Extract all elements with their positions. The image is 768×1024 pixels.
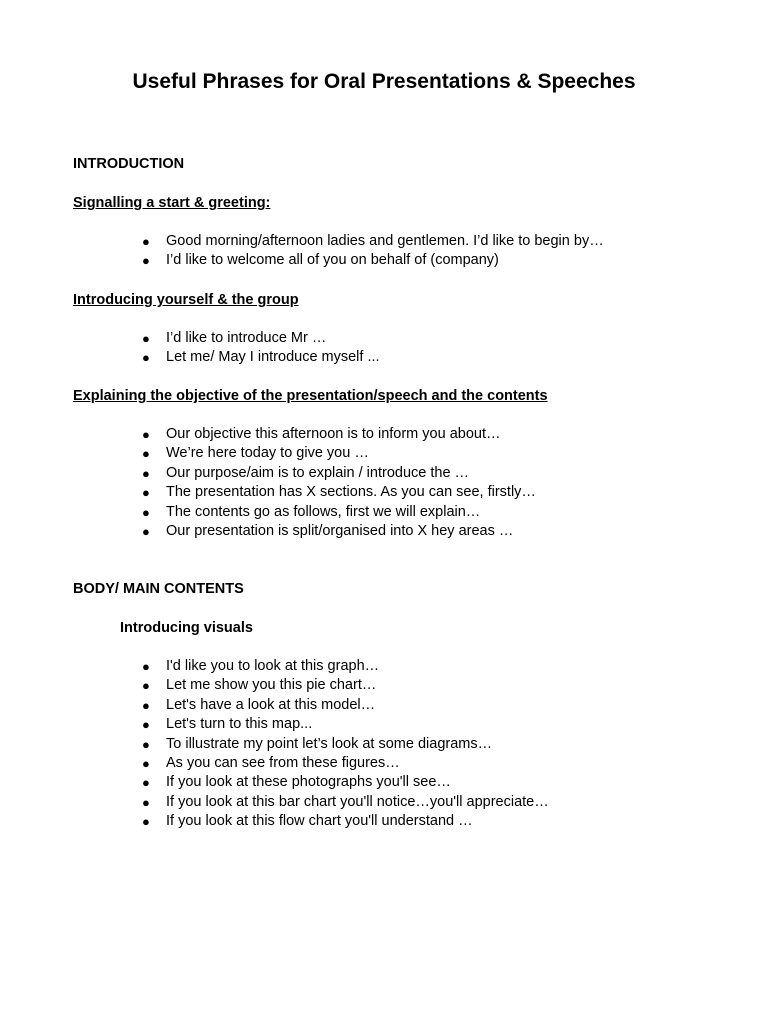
list-item: ● Let me/ May I introduce myself ... — [0, 348, 380, 367]
bullet-icon: ● — [142, 465, 150, 481]
list-item: ● Let me show you this pie chart… — [0, 676, 549, 695]
bullet-icon: ● — [142, 331, 150, 346]
objective-list — [0, 425, 536, 541]
bullet-icon: ● — [142, 794, 150, 810]
visuals-list — [0, 657, 549, 832]
list-item: ● The presentation has X sections. As you can see, firstly… — [0, 483, 536, 502]
list-item: ● Our objective this afternoon is to inform you about… — [0, 425, 536, 444]
list-item: ● As you can see from these figures… — [0, 754, 549, 773]
body-heading: BODY/ MAIN CONTENTS — [73, 581, 244, 597]
bullet-icon: ● — [142, 427, 150, 442]
list-item: ● I’d like to introduce Mr … — [0, 329, 380, 348]
bullet-icon: ● — [142, 697, 150, 713]
list-item: ● Our presentation is split/organised into X hey areas … — [0, 522, 536, 541]
list-item: ● We’re here today to give you … — [0, 444, 536, 463]
list-item: ● If you look at this bar chart you'll notice…you'll appreciate… — [0, 793, 549, 812]
bullet-icon: ● — [142, 736, 150, 752]
objective-heading: Explaining the objective of the presentation/speech and the contents — [73, 388, 548, 404]
introducing-heading: Introducing yourself & the group — [73, 292, 299, 308]
list-item: ● The contents go as follows, first we will explain… — [0, 503, 536, 522]
bullet-icon: ● — [142, 234, 150, 249]
list-item: ● If you look at these photographs you'll see… — [0, 773, 549, 792]
bullet-icon: ● — [142, 775, 150, 791]
list-item: ● Our purpose/aim is to explain / introduce the … — [0, 464, 536, 483]
document-title: Useful Phrases for Oral Presentations & Speeches — [132, 70, 636, 93]
list-item: ● Let's turn to this map... — [0, 715, 549, 734]
bullet-icon: ● — [142, 814, 150, 830]
list-item: ● Good morning/afternoon ladies and gentlemen. I’d like to begin by… — [0, 232, 604, 251]
signalling-list — [0, 232, 604, 271]
bullet-icon: ● — [142, 756, 150, 772]
bullet-icon: ● — [142, 350, 150, 366]
list-item: ● If you look at this flow chart you'll understand … — [0, 812, 549, 831]
introduction-heading: INTRODUCTION — [73, 156, 185, 172]
bullet-icon: ● — [142, 678, 150, 694]
bullet-icon: ● — [142, 504, 150, 520]
bullet-icon: ● — [142, 717, 150, 733]
visuals-heading: Introducing visuals — [120, 620, 253, 636]
list-item: ● To illustrate my point let’s look at some diagrams… — [0, 735, 549, 754]
bullet-icon: ● — [142, 446, 150, 462]
bullet-icon: ● — [142, 253, 150, 269]
list-item: ● I’d like to welcome all of you on behalf of (company) — [0, 251, 604, 270]
list-item: ● Let's have a look at this model… — [0, 696, 549, 715]
introducing-list — [0, 329, 380, 368]
list-item: ● I'd like you to look at this graph… — [0, 657, 549, 676]
signalling-heading: Signalling a start & greeting: — [73, 195, 271, 211]
bullet-icon: ● — [142, 485, 150, 501]
bullet-icon: ● — [142, 659, 150, 674]
bullet-icon: ● — [142, 524, 150, 540]
